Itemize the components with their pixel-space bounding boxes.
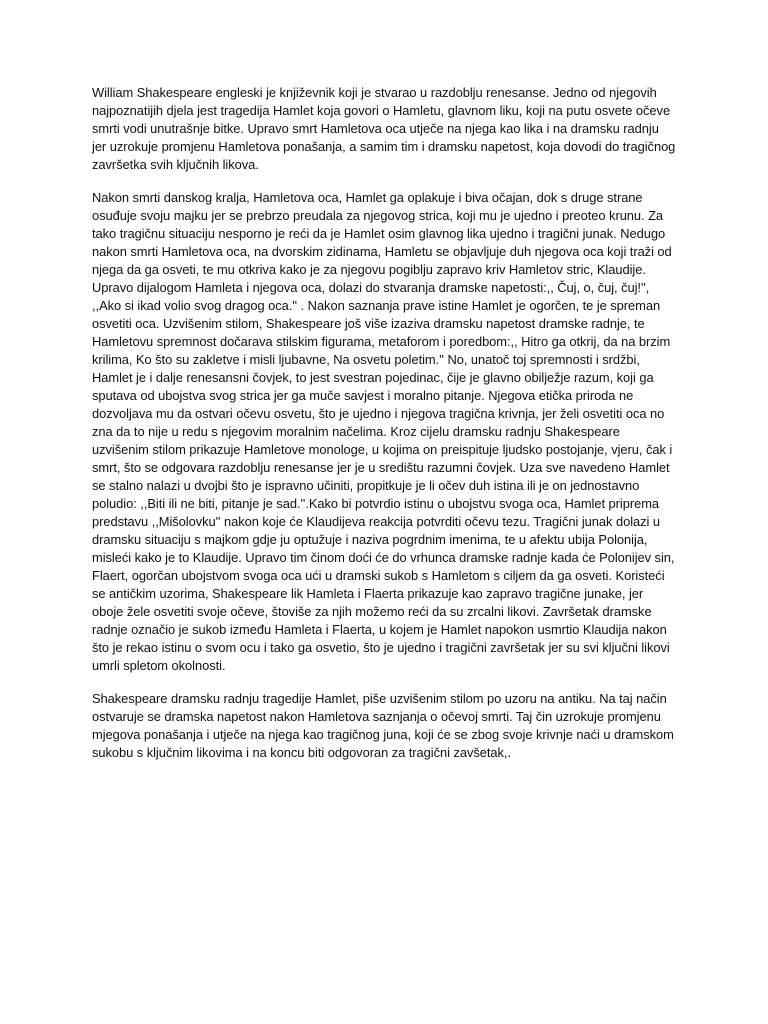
paragraph-intro: William Shakespeare engleski je književnik koji je stvarao u razdoblju renesanse. Jedno od njegovih najpoznatijih djela jest tragedija Hamlet koja govori o Hamletu, glavnom liku, koji na putu osvete očeve smrti vodi unutrašnje bitke. Upravo smrt Hamletova oca utječe na njega kao lika i na dramsku radnju jer uzrokuje promjenu Hamletova ponašanja, a samim tim i dramsku napetost, koja dovodi do tragičnog završetka svih ključnih likova. xyxy=(92,85,676,172)
document-body xyxy=(92,84,676,777)
paragraph-conclusion: Shakespeare dramsku radnju tragedije Hamlet, piše uzvišenim stilom po uzoru na antiku. Na taj način ostvaruje se dramska napetost nakon Hamletova saznjanja o očevoj smrti. Taj čin uzrokuje promjenu mjegova ponašanja i utječe na njega kao tragičnog juna, koji će se zbog svoje krivnje naći u dramskom sukobu s ključnim likovima i na koncu biti odgovoran za tragični zavšetak,. xyxy=(92,691,674,760)
paragraph-main: Nakon smrti danskog kralja, Hamletova oca, Hamlet ga oplakuje i biva očajan, dok s druge strane osuđuje svoju majku jer se prebrzo preudala za njegovog strica, koji mu je ujedno i preoteo krunu. Za tako tragičnu situaciju nesporno je reći da je Hamlet osim glavnog lika ujedno i tragični junak. Nedugo nakon smrti Hamletova oca, na dvorskim zidinama, Hamletu se objavljuje duh njegova oca koji traži od njega da ga osveti, te mu otkriva kako je za njegovu pogiblju zapravo kriv Hamletov stric, Klaudije. Upravo dijalogom Hamleta i njegova oca, dolazi do stvaranja dramske napetosti:,, Čuj, o, čuj, čuj!'', ,,Ako si ikad volio svog dragog oca.'' . Nakon saznanja prave istine Hamlet je ogorčen, te je spreman osvetiti oca. Uzvišenim stilom, Shakespeare još više izaziva dramsku napetost dramske radnje, te Hamletovu spremnost dočarava stilskim figurama, metaforom i poredbom:,, Hitro ga otkrij, da na brzim krilima, Ko što su zakletve i misli ljubavne, Na osvetu poletim.'' No, unatoč toj spremnosti i srdžbi, Hamlet je i dalje renesansni čovjek, to jest svestran pojedinac, čije je glavno obilježje razum, koji ga sputava od ubojstva svog strica jer ga muče savjest i moralno pitanje. Njegova etička priroda ne dozvoljava mu da ostvari očevu osvetu, što je ujedno i njegova tragična krivnja, jer želi osvetiti oca no zna da to nije u redu s njegovim moralnim načelima. Kroz cijelu dramsku radnju Shakespeare uzvišenim stilom prikazuje Hamletove monologe, u kojima on preispituje ljudsko postojanje, vjeru, čak i smrt, što se odgovara razdoblju renesanse jer je u središtu razumni čovjek. Uza sve navedeno Hamlet se stalno nalazi u dvojbi što je ispravno učiniti, propitkuje je li očev duh istina ili je on jednostavno poludio: ,,Biti ili ne biti, pitanje je sad.''.Kako bi potvrdio istinu o ubojstvu svoga oca, Hamlet priprema predstavu ,,Mišolovku'' nakon koje će Klaudijeva reakcija potvrditi očevu tezu. Tragični junak dolazi u dramsku situaciju s majkom gdje ju optužuje i naziva pogrdnim imenima, te u afektu ubija Polonija, misleći kako je to Klaudije. Upravo tim činom doći će do vrhunca dramske radnje kada će Polonijev sin, Flaert, ogorčan ubojstvom svoga oca ući u dramski sukob s Hamletom s ciljem da ga osveti. Koristeći se antičkim uzorima, Shakespeare lik Hamleta i Flaerta prikazuje kao zapravo tragične junake, jer oboje žele osvetiti svoje očeve, štoviše za njih možemo reći da su zrcalni likovi. Završetak dramske radnje označio je sukob između Hamleta i Flaerta, u kojem je Hamlet napokon usmrtio Klaudija nakon što je rekao istinu o svom ocu i tako ga osvetio, što je ujedno i tragični završetak jer su svi ključni likovi umrli spletom okolnosti. xyxy=(92,190,675,673)
